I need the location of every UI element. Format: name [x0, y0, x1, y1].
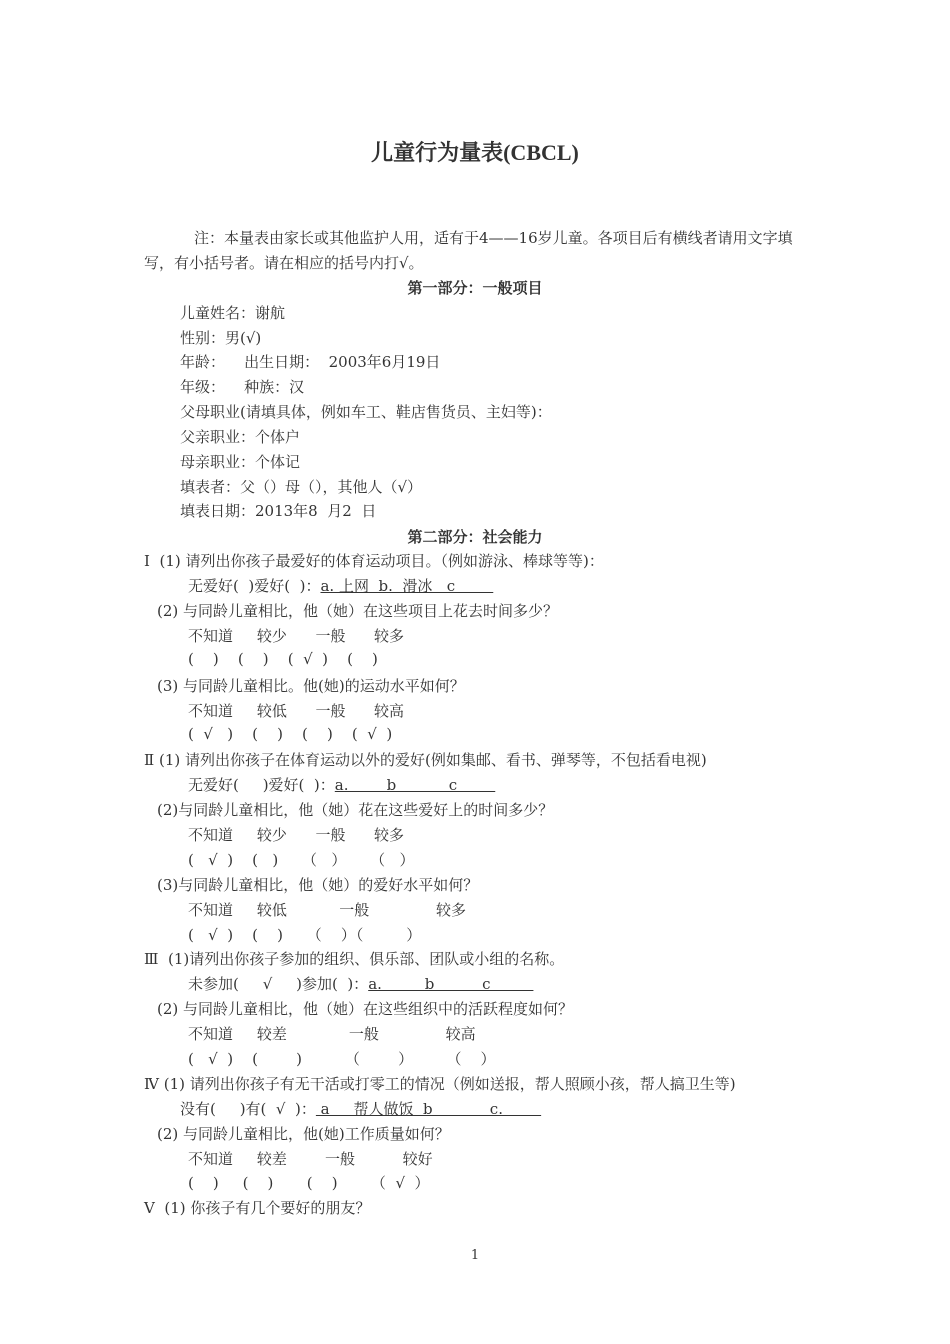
parent-occupation-line: 父母职业(请填具体，例如车工、鞋店售货员、主妇等)： [180, 403, 552, 421]
s1-q2-options: 不知道 较少 一般 较多 [188, 627, 405, 645]
s1-q2-marks: ( ) ( ) ( √ ) ( ) [188, 650, 378, 668]
s4-q1-answer: a 帮人做饭 b c. [315, 1100, 542, 1118]
instruction-note: 注：本量表由家长或其他监护人用，适有于4——16岁儿童。各项目后有横线者请用文字填写，有小括号者。请在相应的括号内打√。 [144, 229, 793, 272]
s2-q1-prefix: 无爱好( )爱好( )： [188, 776, 335, 794]
s1-q3: (3) 与同龄儿童相比。他(她)的运动水平如何？ [157, 677, 465, 695]
s2-q2-options: 不知道 较少 一般 较多 [188, 826, 405, 844]
s2-q1-answer-line [188, 774, 495, 795]
child-name-line: 儿童姓名：谢航 [180, 304, 286, 322]
document-title: 儿童行为量表(CBCL) [371, 140, 579, 165]
fill-date-line: 填表日期：2013年8 月2 日 [180, 502, 377, 520]
s2-q2-marks: ( √ ) ( ) （ ） （ ） [188, 851, 415, 869]
s2-q1: Ⅱ (1) 请列出你孩子在体育运动以外的爱好(例如集邮、看书、弹琴等，不包括看电视) [144, 751, 707, 769]
age-line: 年龄： 出生日期： 2003年6月19日 [180, 353, 441, 371]
s4-q1: Ⅳ (1) 请列出你孩子有无干活或打零工的情况（例如送报，帮人照顾小孩，帮人搞卫生等) [144, 1075, 736, 1093]
s4-q1-answer-line [180, 1098, 541, 1119]
s3-q1-answer: a. b c [368, 975, 534, 993]
s1-q1-prefix: 无爱好( )爱好( )： [188, 577, 321, 595]
s3-q1-answer-line [188, 973, 533, 994]
s3-q2-marks: ( √ ) ( ) （ ） （ ） [188, 1050, 496, 1068]
s4-q2: (2) 与同龄儿童相比，他(她)工作质量如何？ [157, 1125, 450, 1143]
s1-q1-answer: a. 上网 b. 滑冰 c [320, 577, 494, 595]
s1-q1-answer-line [188, 575, 493, 596]
part2-heading: 第二部分：社会能力 [407, 528, 543, 546]
s2-q3-marks: ( √ ) ( ) （ ）（ ） [188, 926, 422, 944]
s4-q1-prefix: 没有( )有( √ )： [180, 1100, 316, 1118]
s1-q1: I (1) 请列出你孩子最爱好的体育运动项目。（例如游泳、棒球等等)： [144, 552, 604, 570]
s1-q3-options: 不知道 较低 一般 较高 [188, 702, 405, 720]
grade-line: 年级： 种族：汉 [180, 378, 305, 396]
s3-q2-options: 不知道 较差 一般 较高 [188, 1025, 476, 1043]
s2-q2: (2)与同龄儿童相比，他（她）花在这些爱好上的时间多少？ [157, 801, 554, 819]
s2-q1-answer: a. b c [334, 776, 496, 794]
s5-q1: Ⅴ (1) 你孩子有几个要好的朋友？ [144, 1199, 371, 1217]
part1-heading: 第一部分：一般项目 [407, 279, 543, 297]
father-occupation-line: 父亲职业：个体户 [180, 428, 301, 446]
gender-line: 性别：男(√) [180, 329, 262, 347]
filler-line: 填表者：父（）母（），其他人（√） [180, 478, 423, 496]
s4-q2-options: 不知道 较差 一般 较好 [188, 1150, 433, 1168]
s3-q1-prefix: 未参加( √ )参加( )： [188, 975, 369, 993]
s1-q3-marks: ( √ ) ( ) ( ) ( √ ) [188, 725, 393, 743]
s3-q1: Ⅲ (1)请列出你孩子参加的组织、俱乐部、团队或小组的名称。 [144, 950, 565, 968]
s2-q3-options: 不知道 较低 一般 较多 [188, 901, 467, 919]
s3-q2: (2) 与同龄儿童相比，他（她）在这些组织中的活跃程度如何？ [157, 1000, 574, 1018]
s2-q3: (3)与同龄儿童相比，他（她）的爱好水平如何？ [157, 876, 479, 894]
s4-q2-marks: ( ) ( ) ( ) （ √ ） [188, 1174, 430, 1192]
page-number: 1 [470, 1248, 480, 1263]
mother-occupation-line: 母亲职业：个体记 [180, 453, 301, 471]
s1-q2: (2) 与同龄儿童相比，他（她）在这些项目上花去时间多少？ [157, 602, 559, 620]
